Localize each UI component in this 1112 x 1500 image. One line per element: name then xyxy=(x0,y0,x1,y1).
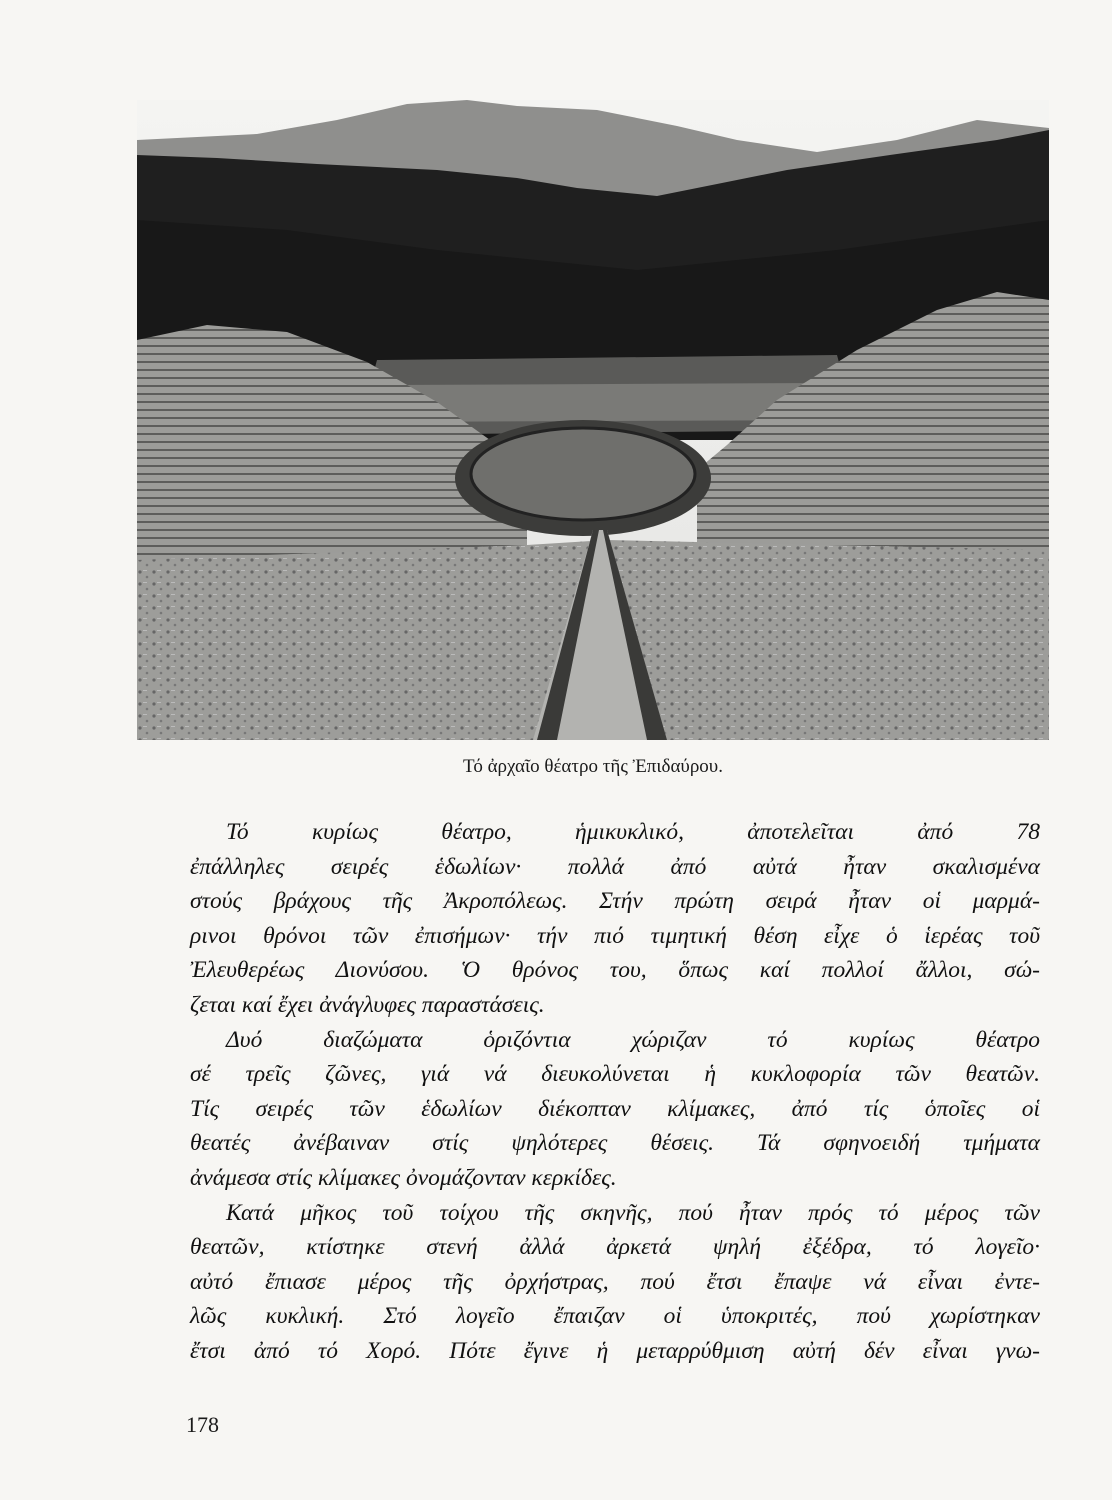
paragraph-1 xyxy=(190,815,1040,1023)
text-line: αὐτό ἔπιασε μέρος τῆς ὀρχήστρας, πού ἔτσι ἔπαψε νά εἶναι ἐντε- xyxy=(190,1268,1040,1295)
text-line: θεατῶν, κτίστηκε στενή ἀλλά ἀρκετά ψηλή ἐξέδρα, τό λογεῖο· xyxy=(190,1234,1040,1261)
figure-caption: Τό ἀρχαῖο θέατρο τῆς Ἐπιδαύρου. xyxy=(463,756,723,777)
text-line: Τό κυρίως θέατρο, ἡμικυκλικό, ἀποτελεῖται ἀπό 78 xyxy=(226,819,1040,845)
epidaurus-theatre-image xyxy=(137,100,1049,740)
text-line: ρινοι θρόνοι τῶν ἐπισήμων· τήν πιό τιμητική θέση εἶχε ὁ ἱερέας τοῦ xyxy=(190,922,1040,949)
text-line: ζεται καί ἔχει ἀνάγλυφες παραστάσεις. xyxy=(190,991,545,1018)
text-line: ἐπάλληλες σειρές ἑδωλίων· πολλά ἀπό αὐτά ἦταν σκαλισμένα xyxy=(190,853,1040,880)
text-line: Δυό διαζώματα ὁριζόντια χώριζαν τό κυρίως θέατρο xyxy=(226,1026,1040,1053)
text-line: σέ τρεῖς ζῶνες, γιά νά διευκολύνεται ἡ κυκλοφορία τῶν θεατῶν. xyxy=(190,1061,1040,1088)
text-line: λῶς κυκλική. Στό λογεῖο ἔπαιζαν οἱ ὑποκριτές, πού χωρίστηκαν xyxy=(190,1303,1040,1330)
text-line: ἀνάμεσα στίς κλίμακες ὀνομάζονταν κερκίδες. xyxy=(190,1164,617,1191)
text-line: Ἐλευθερέως Διονύσου. Ὁ θρόνος του, ὅπως καί πολλοί ἄλλοι, σώ- xyxy=(190,957,1040,984)
paragraph-3 xyxy=(190,1196,1040,1369)
text-line: θεατές ἀνέβαιναν στίς ψηλότερες θέσεις. Τά σφηνοειδή τμήματα xyxy=(190,1130,1040,1157)
text-line: Τίς σειρές τῶν ἑδωλίων διέκοπταν κλίμακες, ἀπό τίς ὁποῖες οἱ xyxy=(190,1095,1040,1122)
text-line: Κατά μῆκος τοῦ τοίχου τῆς σκηνῆς, πού ἦταν πρός τό μέρος τῶν xyxy=(226,1199,1040,1226)
theatre-photograph xyxy=(137,100,1049,740)
body-text xyxy=(190,815,1040,1369)
text-line: ἔτσι ἀπό τό Χορό. Πότε ἔγινε ἡ μεταρρύθμιση αὐτή δέν εἶναι γνω- xyxy=(190,1337,1040,1364)
paragraph-2 xyxy=(190,1023,1040,1196)
text-line: στούς βράχους τῆς Ἀκροπόλεως. Στήν πρώτη σειρά ἦταν οἱ μαρμά- xyxy=(190,888,1040,915)
page-number: 178 xyxy=(186,1412,219,1437)
